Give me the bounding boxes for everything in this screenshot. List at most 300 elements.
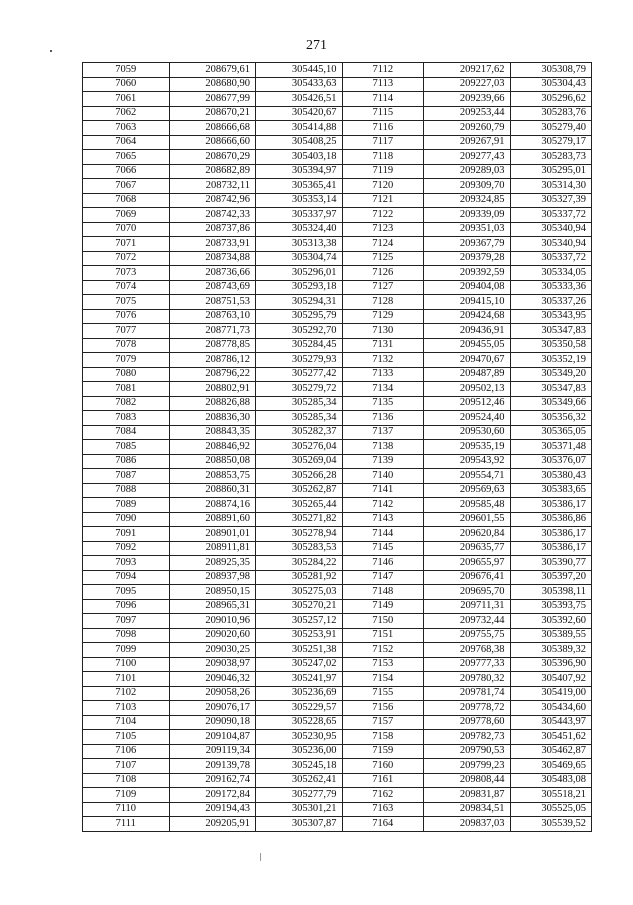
y-coordinate-cell: 305350,58 [510, 338, 592, 353]
y-coordinate-cell: 305451,62 [510, 730, 592, 745]
table-row [83, 237, 592, 252]
x-coordinate-cell: 209367,79 [423, 237, 510, 252]
y-coordinate-cell: 305251,38 [256, 643, 343, 658]
y-coordinate-cell: 305433,63 [256, 77, 343, 92]
y-coordinate-cell: 305445,10 [256, 63, 343, 78]
y-coordinate-cell: 305262,87 [256, 483, 343, 498]
table-row [83, 353, 592, 368]
table-row [83, 367, 592, 382]
y-coordinate-cell: 305407,92 [510, 672, 592, 687]
x-coordinate-cell: 208666,60 [169, 135, 256, 150]
point-number-cell: 7085 [83, 440, 170, 455]
x-coordinate-cell: 209831,87 [423, 788, 510, 803]
point-number-cell: 7146 [342, 556, 423, 571]
y-coordinate-cell: 305347,83 [510, 324, 592, 339]
x-coordinate-cell: 208666,68 [169, 121, 256, 136]
x-coordinate-cell: 209162,74 [169, 773, 256, 788]
y-coordinate-cell: 305334,05 [510, 266, 592, 281]
y-coordinate-cell: 305337,72 [510, 251, 592, 266]
table-row [83, 773, 592, 788]
table-row [83, 686, 592, 701]
y-coordinate-cell: 305295,01 [510, 164, 592, 179]
point-number-cell: 7119 [342, 164, 423, 179]
table-row [83, 338, 592, 353]
table-row [83, 672, 592, 687]
point-number-cell: 7141 [342, 483, 423, 498]
point-number-cell: 7065 [83, 150, 170, 165]
y-coordinate-cell: 305293,18 [256, 280, 343, 295]
y-coordinate-cell: 305262,41 [256, 773, 343, 788]
x-coordinate-cell: 209324,85 [423, 193, 510, 208]
table-row [83, 599, 592, 614]
x-coordinate-cell: 209351,03 [423, 222, 510, 237]
table-row [83, 469, 592, 484]
x-coordinate-cell: 209267,91 [423, 135, 510, 150]
table-row [83, 643, 592, 658]
point-number-cell: 7076 [83, 309, 170, 324]
point-number-cell: 7123 [342, 222, 423, 237]
x-coordinate-cell: 209289,03 [423, 164, 510, 179]
point-number-cell: 7128 [342, 295, 423, 310]
x-coordinate-cell: 209778,60 [423, 715, 510, 730]
y-coordinate-cell: 305270,21 [256, 599, 343, 614]
x-coordinate-cell: 208860,31 [169, 483, 256, 498]
point-number-cell: 7144 [342, 527, 423, 542]
point-number-cell: 7157 [342, 715, 423, 730]
point-number-cell: 7079 [83, 353, 170, 368]
x-coordinate-cell: 208670,29 [169, 150, 256, 165]
y-coordinate-cell: 305247,02 [256, 657, 343, 672]
point-number-cell: 7159 [342, 744, 423, 759]
x-coordinate-cell: 209119,34 [169, 744, 256, 759]
point-number-cell: 7135 [342, 396, 423, 411]
point-number-cell: 7066 [83, 164, 170, 179]
x-coordinate-cell: 209601,55 [423, 512, 510, 527]
x-coordinate-cell: 209487,89 [423, 367, 510, 382]
y-coordinate-cell: 305337,72 [510, 208, 592, 223]
x-coordinate-cell: 209172,84 [169, 788, 256, 803]
y-coordinate-cell: 305340,94 [510, 222, 592, 237]
table-row [83, 324, 592, 339]
y-coordinate-cell: 305285,34 [256, 411, 343, 426]
x-coordinate-cell: 209090,18 [169, 715, 256, 730]
y-coordinate-cell: 305383,65 [510, 483, 592, 498]
table-row [83, 135, 592, 150]
y-coordinate-cell: 305389,32 [510, 643, 592, 658]
point-number-cell: 7087 [83, 469, 170, 484]
table-row [83, 570, 592, 585]
point-number-cell: 7108 [83, 773, 170, 788]
x-coordinate-cell: 208734,88 [169, 251, 256, 266]
x-coordinate-cell: 209635,77 [423, 541, 510, 556]
x-coordinate-cell: 209543,92 [423, 454, 510, 469]
x-coordinate-cell: 209010,96 [169, 614, 256, 629]
point-number-cell: 7107 [83, 759, 170, 774]
point-number-cell: 7148 [342, 585, 423, 600]
x-coordinate-cell: 208736,66 [169, 266, 256, 281]
table-row [83, 541, 592, 556]
y-coordinate-cell: 305266,28 [256, 469, 343, 484]
y-coordinate-cell: 305426,51 [256, 92, 343, 107]
y-coordinate-cell: 305390,77 [510, 556, 592, 571]
point-number-cell: 7124 [342, 237, 423, 252]
y-coordinate-cell: 305228,65 [256, 715, 343, 730]
point-number-cell: 7086 [83, 454, 170, 469]
x-coordinate-cell: 209424,68 [423, 309, 510, 324]
point-number-cell: 7063 [83, 121, 170, 136]
point-number-cell: 7077 [83, 324, 170, 339]
x-coordinate-cell: 208737,86 [169, 222, 256, 237]
x-coordinate-cell: 209260,79 [423, 121, 510, 136]
point-number-cell: 7070 [83, 222, 170, 237]
point-number-cell: 7083 [83, 411, 170, 426]
point-number-cell: 7125 [342, 251, 423, 266]
x-coordinate-cell: 209780,32 [423, 672, 510, 687]
y-coordinate-cell: 305284,45 [256, 338, 343, 353]
y-coordinate-cell: 305236,00 [256, 744, 343, 759]
point-number-cell: 7101 [83, 672, 170, 687]
x-coordinate-cell: 208786,12 [169, 353, 256, 368]
table-row [83, 193, 592, 208]
x-coordinate-cell: 209038,97 [169, 657, 256, 672]
y-coordinate-cell: 305271,82 [256, 512, 343, 527]
point-number-cell: 7061 [83, 92, 170, 107]
table-row [83, 556, 592, 571]
x-coordinate-cell: 208937,98 [169, 570, 256, 585]
x-coordinate-cell: 209655,97 [423, 556, 510, 571]
y-coordinate-cell: 305376,07 [510, 454, 592, 469]
x-coordinate-cell: 209277,43 [423, 150, 510, 165]
x-coordinate-cell: 209569,63 [423, 483, 510, 498]
y-coordinate-cell: 305279,40 [510, 121, 592, 136]
x-coordinate-cell: 208802,91 [169, 382, 256, 397]
y-coordinate-cell: 305352,19 [510, 353, 592, 368]
y-coordinate-cell: 305308,79 [510, 63, 592, 78]
table-row [83, 657, 592, 672]
point-number-cell: 7092 [83, 541, 170, 556]
point-number-cell: 7097 [83, 614, 170, 629]
point-number-cell: 7154 [342, 672, 423, 687]
y-coordinate-cell: 305408,25 [256, 135, 343, 150]
y-coordinate-cell: 305279,72 [256, 382, 343, 397]
point-number-cell: 7161 [342, 773, 423, 788]
y-coordinate-cell: 305236,69 [256, 686, 343, 701]
point-number-cell: 7096 [83, 599, 170, 614]
point-number-cell: 7127 [342, 280, 423, 295]
point-number-cell: 7113 [342, 77, 423, 92]
y-coordinate-cell: 305301,21 [256, 802, 343, 817]
table-row [83, 179, 592, 194]
y-coordinate-cell: 305349,66 [510, 396, 592, 411]
y-coordinate-cell: 305337,26 [510, 295, 592, 310]
x-coordinate-cell: 208911,81 [169, 541, 256, 556]
y-coordinate-cell: 305265,44 [256, 498, 343, 513]
table-row [83, 63, 592, 78]
y-coordinate-cell: 305257,12 [256, 614, 343, 629]
x-coordinate-cell: 209711,31 [423, 599, 510, 614]
y-coordinate-cell: 305392,60 [510, 614, 592, 629]
x-coordinate-cell: 209239,66 [423, 92, 510, 107]
point-number-cell: 7160 [342, 759, 423, 774]
x-coordinate-cell: 209104,87 [169, 730, 256, 745]
x-coordinate-cell: 208874,16 [169, 498, 256, 513]
x-coordinate-cell: 209020,60 [169, 628, 256, 643]
y-coordinate-cell: 305380,43 [510, 469, 592, 484]
table-row [83, 164, 592, 179]
x-coordinate-cell: 208682,89 [169, 164, 256, 179]
table-row [83, 77, 592, 92]
x-coordinate-cell: 209778,72 [423, 701, 510, 716]
table-row [83, 744, 592, 759]
point-number-cell: 7088 [83, 483, 170, 498]
point-number-cell: 7112 [342, 63, 423, 78]
y-coordinate-cell: 305419,00 [510, 686, 592, 701]
point-number-cell: 7078 [83, 338, 170, 353]
x-coordinate-cell: 208901,01 [169, 527, 256, 542]
y-coordinate-cell: 305518,21 [510, 788, 592, 803]
table-row [83, 483, 592, 498]
y-coordinate-cell: 305304,74 [256, 251, 343, 266]
table-row [83, 425, 592, 440]
y-coordinate-cell: 305353,14 [256, 193, 343, 208]
point-number-cell: 7162 [342, 788, 423, 803]
table-row [83, 208, 592, 223]
x-coordinate-cell: 208836,30 [169, 411, 256, 426]
x-coordinate-cell: 209755,75 [423, 628, 510, 643]
point-number-cell: 7118 [342, 150, 423, 165]
y-coordinate-cell: 305386,17 [510, 541, 592, 556]
y-coordinate-cell: 305269,04 [256, 454, 343, 469]
y-coordinate-cell: 305525,05 [510, 802, 592, 817]
coordinates-table [82, 62, 592, 832]
point-number-cell: 7114 [342, 92, 423, 107]
x-coordinate-cell: 209205,91 [169, 817, 256, 832]
x-coordinate-cell: 209058,26 [169, 686, 256, 701]
point-number-cell: 7075 [83, 295, 170, 310]
table-row [83, 222, 592, 237]
table-row [83, 309, 592, 324]
y-coordinate-cell: 305241,97 [256, 672, 343, 687]
x-coordinate-cell: 208796,22 [169, 367, 256, 382]
point-number-cell: 7132 [342, 353, 423, 368]
x-coordinate-cell: 209790,53 [423, 744, 510, 759]
y-coordinate-cell: 305397,20 [510, 570, 592, 585]
table-row [83, 759, 592, 774]
point-number-cell: 7147 [342, 570, 423, 585]
x-coordinate-cell: 209455,05 [423, 338, 510, 353]
x-coordinate-cell: 208925,35 [169, 556, 256, 571]
x-coordinate-cell: 209436,91 [423, 324, 510, 339]
x-coordinate-cell: 209585,48 [423, 498, 510, 513]
table-row [83, 106, 592, 121]
x-coordinate-cell: 208763,10 [169, 309, 256, 324]
x-coordinate-cell: 209253,44 [423, 106, 510, 121]
y-coordinate-cell: 305414,88 [256, 121, 343, 136]
page-number: 271 [306, 38, 327, 53]
x-coordinate-cell: 209695,70 [423, 585, 510, 600]
y-coordinate-cell: 305279,93 [256, 353, 343, 368]
point-number-cell: 7121 [342, 193, 423, 208]
point-number-cell: 7099 [83, 643, 170, 658]
x-coordinate-cell: 209139,78 [169, 759, 256, 774]
x-coordinate-cell: 209676,41 [423, 570, 510, 585]
y-coordinate-cell: 305443,97 [510, 715, 592, 730]
x-coordinate-cell: 209732,44 [423, 614, 510, 629]
point-number-cell: 7163 [342, 802, 423, 817]
x-coordinate-cell: 208965,31 [169, 599, 256, 614]
x-coordinate-cell: 209781,74 [423, 686, 510, 701]
table-row [83, 512, 592, 527]
table-row [83, 527, 592, 542]
x-coordinate-cell: 209799,23 [423, 759, 510, 774]
table-row [83, 396, 592, 411]
point-number-cell: 7068 [83, 193, 170, 208]
point-number-cell: 7106 [83, 744, 170, 759]
point-number-cell: 7130 [342, 324, 423, 339]
x-coordinate-cell: 209530,60 [423, 425, 510, 440]
point-number-cell: 7074 [83, 280, 170, 295]
y-coordinate-cell: 305295,79 [256, 309, 343, 324]
coordinates-table-body [83, 63, 592, 832]
table-row [83, 266, 592, 281]
point-number-cell: 7164 [342, 817, 423, 832]
x-coordinate-cell: 209194,43 [169, 802, 256, 817]
x-coordinate-cell: 209379,28 [423, 251, 510, 266]
point-number-cell: 7093 [83, 556, 170, 571]
point-number-cell: 7081 [83, 382, 170, 397]
point-number-cell: 7105 [83, 730, 170, 745]
point-number-cell: 7098 [83, 628, 170, 643]
point-number-cell: 7122 [342, 208, 423, 223]
x-coordinate-cell: 208670,21 [169, 106, 256, 121]
x-coordinate-cell: 209227,03 [423, 77, 510, 92]
x-coordinate-cell: 209339,09 [423, 208, 510, 223]
x-coordinate-cell: 208751,53 [169, 295, 256, 310]
point-number-cell: 7059 [83, 63, 170, 78]
y-coordinate-cell: 305340,94 [510, 237, 592, 252]
point-number-cell: 7104 [83, 715, 170, 730]
y-coordinate-cell: 305314,30 [510, 179, 592, 194]
point-number-cell: 7142 [342, 498, 423, 513]
point-number-cell: 7145 [342, 541, 423, 556]
point-number-cell: 7082 [83, 396, 170, 411]
point-number-cell: 7071 [83, 237, 170, 252]
x-coordinate-cell: 208771,73 [169, 324, 256, 339]
point-number-cell: 7095 [83, 585, 170, 600]
y-coordinate-cell: 305393,75 [510, 599, 592, 614]
x-coordinate-cell: 209782,73 [423, 730, 510, 745]
table-row [83, 817, 592, 832]
x-coordinate-cell: 208826,88 [169, 396, 256, 411]
y-coordinate-cell: 305483,08 [510, 773, 592, 788]
point-number-cell: 7137 [342, 425, 423, 440]
table-row [83, 251, 592, 266]
y-coordinate-cell: 305304,43 [510, 77, 592, 92]
y-coordinate-cell: 305420,67 [256, 106, 343, 121]
point-number-cell: 7072 [83, 251, 170, 266]
x-coordinate-cell: 209217,62 [423, 63, 510, 78]
y-coordinate-cell: 305283,53 [256, 541, 343, 556]
x-coordinate-cell: 208891,60 [169, 512, 256, 527]
point-number-cell: 7102 [83, 686, 170, 701]
point-number-cell: 7080 [83, 367, 170, 382]
y-coordinate-cell: 305278,94 [256, 527, 343, 542]
y-coordinate-cell: 305327,39 [510, 193, 592, 208]
x-coordinate-cell: 209620,84 [423, 527, 510, 542]
point-number-cell: 7060 [83, 77, 170, 92]
point-number-cell: 7133 [342, 367, 423, 382]
point-number-cell: 7084 [83, 425, 170, 440]
x-coordinate-cell: 208843,35 [169, 425, 256, 440]
x-coordinate-cell: 209554,71 [423, 469, 510, 484]
point-number-cell: 7103 [83, 701, 170, 716]
point-number-cell: 7138 [342, 440, 423, 455]
x-coordinate-cell: 208742,96 [169, 193, 256, 208]
x-coordinate-cell: 209535,19 [423, 440, 510, 455]
y-coordinate-cell: 305386,86 [510, 512, 592, 527]
y-coordinate-cell: 305469,65 [510, 759, 592, 774]
y-coordinate-cell: 305282,37 [256, 425, 343, 440]
table-row [83, 802, 592, 817]
point-number-cell: 7120 [342, 179, 423, 194]
x-coordinate-cell: 208732,11 [169, 179, 256, 194]
x-coordinate-cell: 209777,33 [423, 657, 510, 672]
x-coordinate-cell: 208677,99 [169, 92, 256, 107]
x-coordinate-cell: 208850,08 [169, 454, 256, 469]
y-coordinate-cell: 305313,38 [256, 237, 343, 252]
point-number-cell: 7116 [342, 121, 423, 136]
table-row [83, 411, 592, 426]
y-coordinate-cell: 305283,73 [510, 150, 592, 165]
x-coordinate-cell: 208679,61 [169, 63, 256, 78]
x-coordinate-cell: 209502,13 [423, 382, 510, 397]
point-number-cell: 7069 [83, 208, 170, 223]
point-number-cell: 7064 [83, 135, 170, 150]
point-number-cell: 7136 [342, 411, 423, 426]
point-number-cell: 7151 [342, 628, 423, 643]
y-coordinate-cell: 305403,18 [256, 150, 343, 165]
table-row [83, 121, 592, 136]
y-coordinate-cell: 305324,40 [256, 222, 343, 237]
y-coordinate-cell: 305333,36 [510, 280, 592, 295]
point-number-cell: 7152 [342, 643, 423, 658]
table-row [83, 701, 592, 716]
point-number-cell: 7062 [83, 106, 170, 121]
point-number-cell: 7091 [83, 527, 170, 542]
y-coordinate-cell: 305394,97 [256, 164, 343, 179]
y-coordinate-cell: 305230,95 [256, 730, 343, 745]
x-coordinate-cell: 209470,67 [423, 353, 510, 368]
y-coordinate-cell: 305356,32 [510, 411, 592, 426]
x-coordinate-cell: 208778,85 [169, 338, 256, 353]
y-coordinate-cell: 305279,17 [510, 135, 592, 150]
point-number-cell: 7158 [342, 730, 423, 745]
y-coordinate-cell: 305281,92 [256, 570, 343, 585]
x-coordinate-cell: 209404,08 [423, 280, 510, 295]
point-number-cell: 7156 [342, 701, 423, 716]
point-number-cell: 7089 [83, 498, 170, 513]
y-coordinate-cell: 305292,70 [256, 324, 343, 339]
x-coordinate-cell: 209030,25 [169, 643, 256, 658]
table-row [83, 730, 592, 745]
y-coordinate-cell: 305229,57 [256, 701, 343, 716]
table-row [83, 150, 592, 165]
y-coordinate-cell: 305389,55 [510, 628, 592, 643]
y-coordinate-cell: 305434,60 [510, 701, 592, 716]
table-row [83, 788, 592, 803]
point-number-cell: 7140 [342, 469, 423, 484]
y-coordinate-cell: 305365,05 [510, 425, 592, 440]
